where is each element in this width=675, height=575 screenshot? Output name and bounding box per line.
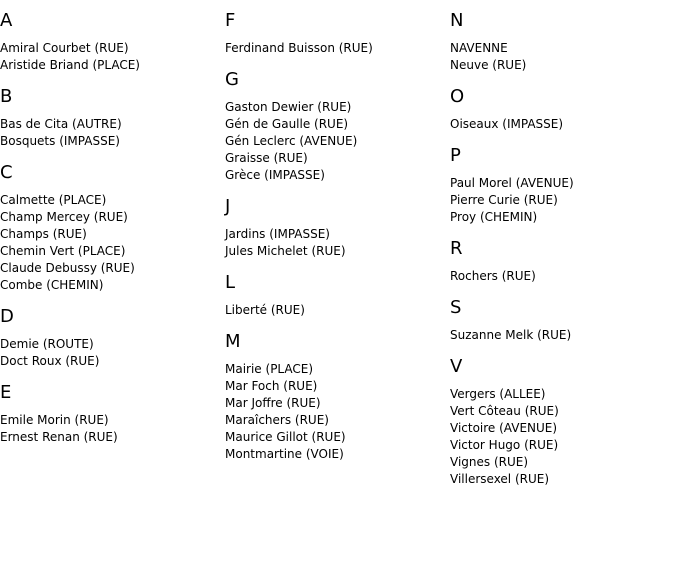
letter-heading: C	[0, 162, 13, 183]
street-list-item	[225, 361, 445, 378]
street-list-item	[0, 209, 220, 226]
letter-group	[0, 306, 220, 370]
street-list-item	[0, 353, 220, 370]
letter-heading: P	[450, 145, 461, 166]
letter-group	[450, 356, 670, 488]
street-link-demie-route[interactable]: Demie (ROUTE)	[0, 337, 94, 351]
street-link-ferdinand-buisson-rue[interactable]: Ferdinand Buisson (RUE)	[225, 41, 373, 55]
street-link-graisse-rue[interactable]: Graisse (RUE)	[225, 151, 308, 165]
street-list-item	[450, 57, 670, 74]
street-link-gen-de-gaulle-rue[interactable]: Gén de Gaulle (RUE)	[225, 117, 349, 131]
letter-group	[0, 86, 220, 150]
letter-heading: R	[450, 238, 463, 259]
street-link-vignes-rue[interactable]: Vignes (RUE)	[450, 455, 529, 469]
street-list-item	[450, 403, 670, 420]
letter-heading: B	[0, 86, 13, 107]
street-list-item	[225, 167, 445, 184]
street-list-item	[225, 226, 445, 243]
street-list-item	[450, 454, 670, 471]
street-list-item	[225, 412, 445, 429]
letter-group	[225, 331, 445, 463]
street-link-suzanne-melk-rue[interactable]: Suzanne Melk (RUE)	[450, 328, 572, 342]
letter-group	[450, 10, 670, 74]
letter-heading: N	[450, 10, 464, 31]
letter-heading: G	[225, 69, 239, 90]
street-list	[450, 327, 670, 344]
street-link-ernest-renan-rue[interactable]: Ernest Renan (RUE)	[0, 430, 118, 444]
street-list-item	[450, 471, 670, 488]
street-list-item	[0, 336, 220, 353]
letter-heading: J	[225, 196, 231, 217]
street-list-item	[450, 386, 670, 403]
street-link-doct-roux-rue[interactable]: Doct Roux (RUE)	[0, 354, 100, 368]
street-list-item	[225, 378, 445, 395]
street-link-calmette-place[interactable]: Calmette (PLACE)	[0, 193, 107, 207]
street-link-bas-de-cita-autre[interactable]: Bas de Cita (AUTRE)	[0, 117, 122, 131]
street-list	[450, 40, 670, 74]
letter-group	[450, 145, 670, 226]
letter-heading: D	[0, 306, 14, 327]
street-list-item	[225, 395, 445, 412]
street-link-navenne[interactable]: NAVENNE	[450, 41, 508, 55]
street-link-proy-chemin[interactable]: Proy (CHEMIN)	[450, 210, 538, 224]
street-list-item	[0, 133, 220, 150]
street-list	[225, 361, 445, 463]
street-list-item	[225, 99, 445, 116]
street-list-item	[0, 226, 220, 243]
street-link-grece-impasse[interactable]: Grèce (IMPASSE)	[225, 168, 325, 182]
street-link-pierre-curie-rue[interactable]: Pierre Curie (RUE)	[450, 193, 558, 207]
street-link-chemin-vert-place[interactable]: Chemin Vert (PLACE)	[0, 244, 126, 258]
letter-group	[0, 382, 220, 446]
letter-group	[0, 10, 220, 74]
street-list-item	[0, 40, 220, 57]
street-link-champ-mercey-rue[interactable]: Champ Mercey (RUE)	[0, 210, 128, 224]
street-link-victor-hugo-rue[interactable]: Victor Hugo (RUE)	[450, 438, 559, 452]
street-list	[0, 192, 220, 294]
street-link-montmartine-voie[interactable]: Montmartine (VOIE)	[225, 447, 344, 461]
street-link-mar-foch-rue[interactable]: Mar Foch (RUE)	[225, 379, 318, 393]
street-list	[450, 116, 670, 133]
street-link-gen-leclerc-avenue[interactable]: Gén Leclerc (AVENUE)	[225, 134, 358, 148]
letter-heading: A	[0, 10, 13, 31]
letter-heading: S	[450, 297, 462, 318]
index-column-1	[0, 10, 220, 458]
index-column-2	[225, 10, 445, 475]
letter-heading: V	[450, 356, 463, 377]
letter-group	[0, 162, 220, 294]
letter-heading: F	[225, 10, 236, 31]
street-link-neuve-rue[interactable]: Neuve (RUE)	[450, 58, 527, 72]
street-list	[225, 40, 445, 57]
street-link-jardins-impasse[interactable]: Jardins (IMPASSE)	[225, 227, 330, 241]
street-list-item	[450, 40, 670, 57]
letter-group	[225, 196, 445, 260]
street-list-item	[225, 116, 445, 133]
street-list-item	[450, 175, 670, 192]
street-list	[0, 412, 220, 446]
street-list-item	[225, 429, 445, 446]
street-link-emile-morin-rue[interactable]: Emile Morin (RUE)	[0, 413, 109, 427]
street-link-vert-coteau-rue[interactable]: Vert Côteau (RUE)	[450, 404, 559, 418]
street-link-amiral-courbet-rue[interactable]: Amiral Courbet (RUE)	[0, 41, 129, 55]
letter-group	[450, 297, 670, 344]
street-list-item	[0, 277, 220, 294]
street-link-gaston-dewier-rue[interactable]: Gaston Dewier (RUE)	[225, 100, 352, 114]
street-list-item	[225, 133, 445, 150]
street-list-item	[450, 268, 670, 285]
street-list	[450, 386, 670, 488]
street-link-victoire-avenue[interactable]: Victoire (AVENUE)	[450, 421, 558, 435]
street-list	[225, 302, 445, 319]
letter-heading: E	[0, 382, 12, 403]
letter-group	[225, 272, 445, 319]
letter-heading: L	[225, 272, 236, 293]
street-link-vergers-allee[interactable]: Vergers (ALLEE)	[450, 387, 546, 401]
street-list	[0, 116, 220, 150]
street-list-item	[0, 57, 220, 74]
street-list	[0, 336, 220, 370]
street-list-item	[225, 446, 445, 463]
index-column-3	[450, 10, 670, 500]
street-link-rochers-rue[interactable]: Rochers (RUE)	[450, 269, 536, 283]
street-list-item	[225, 40, 445, 57]
street-link-aristide-briand-place[interactable]: Aristide Briand (PLACE)	[0, 58, 140, 72]
street-link-jules-michelet-rue[interactable]: Jules Michelet (RUE)	[225, 244, 346, 258]
street-link-paul-morel-avenue[interactable]: Paul Morel (AVENUE)	[450, 176, 574, 190]
street-list-item	[225, 302, 445, 319]
street-list	[450, 268, 670, 285]
street-list-item	[0, 192, 220, 209]
street-link-bosquets-impasse[interactable]: Bosquets (IMPASSE)	[0, 134, 120, 148]
letter-group	[225, 69, 445, 184]
street-link-mar-joffre-rue[interactable]: Mar Joffre (RUE)	[225, 396, 321, 410]
street-list-item	[450, 420, 670, 437]
street-link-oiseaux-impasse[interactable]: Oiseaux (IMPASSE)	[450, 117, 564, 131]
letter-group	[225, 10, 445, 57]
street-list-item	[450, 116, 670, 133]
street-link-maurice-gillot-rue[interactable]: Maurice Gillot (RUE)	[225, 430, 346, 444]
street-list-item	[0, 429, 220, 446]
street-list	[225, 99, 445, 184]
street-list	[0, 40, 220, 74]
street-list-item	[450, 437, 670, 454]
street-link-mairie-place[interactable]: Mairie (PLACE)	[225, 362, 314, 376]
street-list-item	[450, 327, 670, 344]
street-link-liberte-rue[interactable]: Liberté (RUE)	[225, 303, 305, 317]
street-list-item	[0, 260, 220, 277]
street-link-champs-rue[interactable]: Champs (RUE)	[0, 227, 87, 241]
street-link-combe-chemin[interactable]: Combe (CHEMIN)	[0, 278, 104, 292]
street-link-maraichers-rue[interactable]: Maraîchers (RUE)	[225, 413, 329, 427]
street-list	[450, 175, 670, 226]
street-list-item	[225, 243, 445, 260]
street-link-claude-debussy-rue[interactable]: Claude Debussy (RUE)	[0, 261, 135, 275]
street-list-item	[450, 192, 670, 209]
street-list-item	[0, 412, 220, 429]
street-list-item	[225, 150, 445, 167]
street-link-villersexel-rue[interactable]: Villersexel (RUE)	[450, 472, 550, 486]
letter-heading: O	[450, 86, 465, 107]
letter-heading: M	[225, 331, 241, 352]
letter-group	[450, 238, 670, 285]
letter-group	[450, 86, 670, 133]
street-list-item	[0, 243, 220, 260]
street-list-item	[0, 116, 220, 133]
street-list	[225, 226, 445, 260]
street-list-item	[450, 209, 670, 226]
